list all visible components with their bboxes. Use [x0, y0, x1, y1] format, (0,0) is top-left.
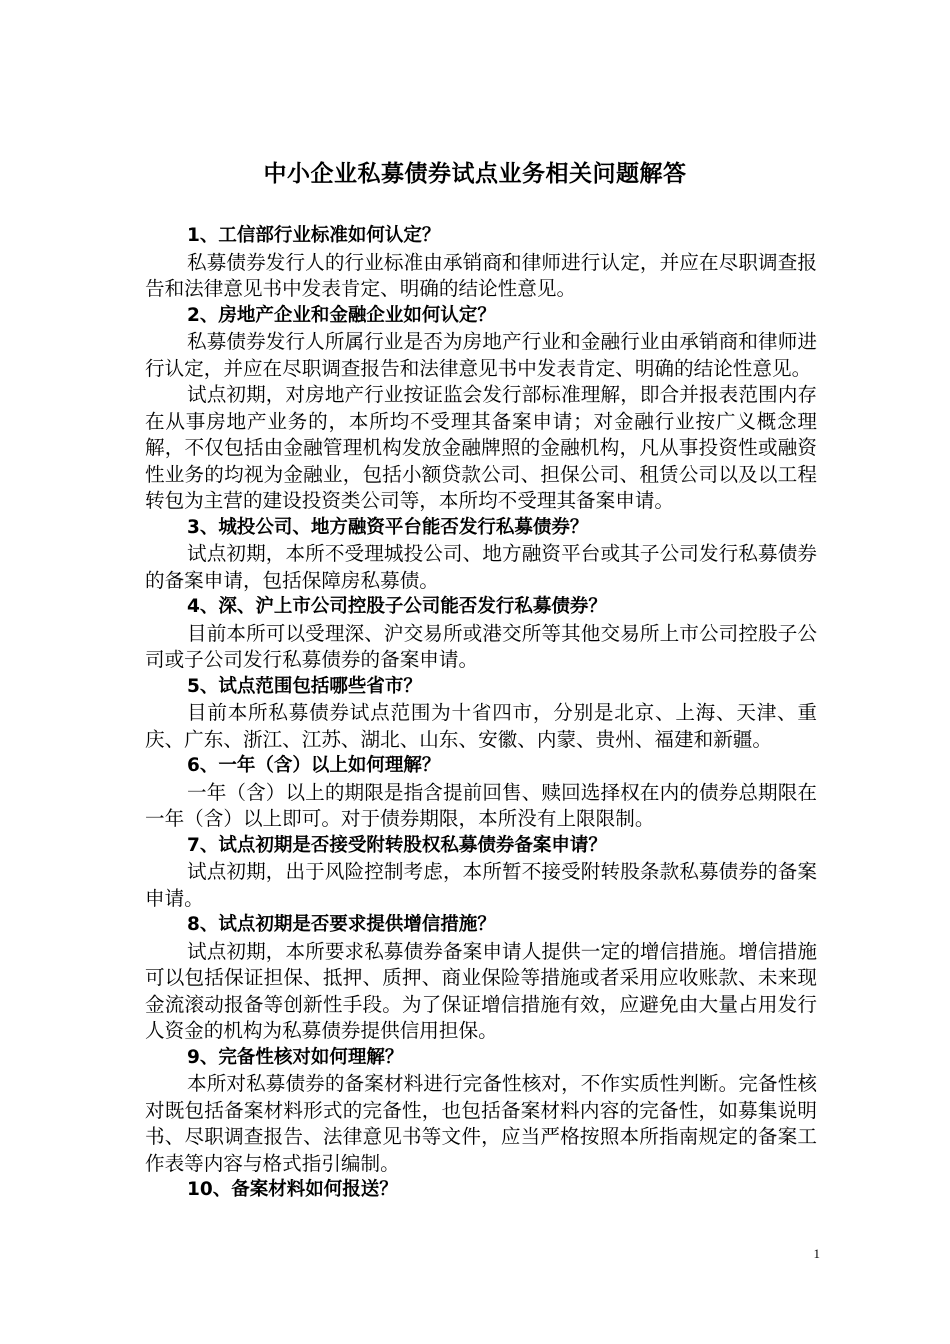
question-9: 9、完备性核对如何理解？ [187, 1046, 404, 1068]
question-3: 3、城投公司、地方融资平台能否发行私募债券？ [187, 516, 589, 538]
qa-section-9 [145, 1045, 817, 1178]
question-2: 2、房地产企业和金融企业如何认定？ [187, 304, 496, 326]
answer-7-paragraph-1: 试点初期，出于风险控制考虑，本所暂不接受附转股条款私募债券的备案申请。 [145, 860, 817, 910]
answer-8-paragraph-1: 试点初期，本所要求私募债券备案申请人提供一定的增信措施。增信措施可以包括保证担保、抵押、质押、商业保险等措施或者采用应收账款、未来现金流滚动报备等创新性手段。为了保证增信措施有效，应避免由大量占用发行人资金的机构为私募债券提供信用担保。 [145, 939, 817, 1042]
qa-section-5 [145, 674, 817, 754]
qa-section-3 [145, 515, 817, 595]
question-1: 1、工信部行业标准如何认定？ [187, 225, 441, 246]
answer-4-paragraph-1: 目前本所可以受理深、沪交易所或港交所等其他交易所上市公司控股子公司或子公司发行私募债券的备案申请。 [145, 621, 817, 671]
document-title: 中小企业私募债券试点业务相关问题解答 [263, 161, 687, 187]
qa-section-8 [145, 912, 817, 1045]
answer-5-paragraph-1: 目前本所私募债券试点范围为十省四市，分别是北京、上海、天津、重庆、广东、浙江、江苏、湖北、山东、安徽、内蒙、贵州、福建和新疆。 [145, 701, 817, 751]
question-10: 10、备案材料如何报送？ [187, 1179, 398, 1200]
qa-section-1 [145, 223, 817, 303]
qa-section-10 [145, 1177, 817, 1204]
answer-6-paragraph-1: 一年（含）以上的期限是指含提前回售、赎回选择权在内的债券总期限在一年（含）以上即可。对于债券期限，本所没有上限限制。 [145, 780, 817, 830]
qa-section-4 [145, 594, 817, 674]
answer-9-paragraph-1: 本所对私募债券的备案材料进行完备性核对，不作实质性判断。完备性核对既包括备案材料形式的完备性，也包括备案材料内容的完备性，如募集说明书、尽职调查报告、法律意见书等文件，应当严格按照本所指南规定的备案工作表等内容与格式指引编制。 [145, 1072, 817, 1175]
question-7: 7、试点初期是否接受附转股权私募债券备案申请？ [187, 834, 607, 856]
answer-2-paragraph-2: 试点初期，对房地产行业按证监会发行部标准理解，即合并报表范围内存在从事房地产业务的，本所均不受理其备案申请；对金融行业按广义概念理解，不仅包括由金融管理机构发放金融牌照的金融机构，凡从事投资性或融资性业务的均视为金融业，包括小额贷款公司、担保公司、租赁公司以及以工程转包为主营的建设投资类公司等，本所均不受理其备案申请。 [145, 383, 817, 512]
answer-3-paragraph-1: 试点初期，本所不受理城投公司、地方融资平台或其子公司发行私募债券的备案申请，包括保障房私募债。 [145, 542, 817, 592]
question-4: 4、深、沪上市公司控股子公司能否发行私募债券？ [187, 596, 607, 617]
page-number: 1 [813, 1246, 820, 1261]
qa-section-6 [145, 753, 817, 833]
question-5: 5、试点范围包括哪些省市？ [187, 675, 422, 697]
qa-section-7 [145, 833, 817, 913]
question-6: 6、一年（含）以上如何理解？ [187, 755, 441, 776]
answer-1-paragraph-1: 私募债券发行人的行业标准由承销商和律师进行认定，并应在尽职调查报告和法律意见书中发表肯定、明确的结论性意见。 [145, 250, 817, 300]
qa-section-2 [145, 303, 817, 515]
qa-list [145, 223, 817, 1204]
question-8: 8、试点初期是否要求提供增信措施？ [187, 914, 496, 935]
answer-2-paragraph-1: 私募债券发行人所属行业是否为房地产行业和金融行业由承销商和律师进行认定，并应在尽职调查报告和法律意见书中发表肯定、明确的结论性意见。 [145, 330, 817, 380]
